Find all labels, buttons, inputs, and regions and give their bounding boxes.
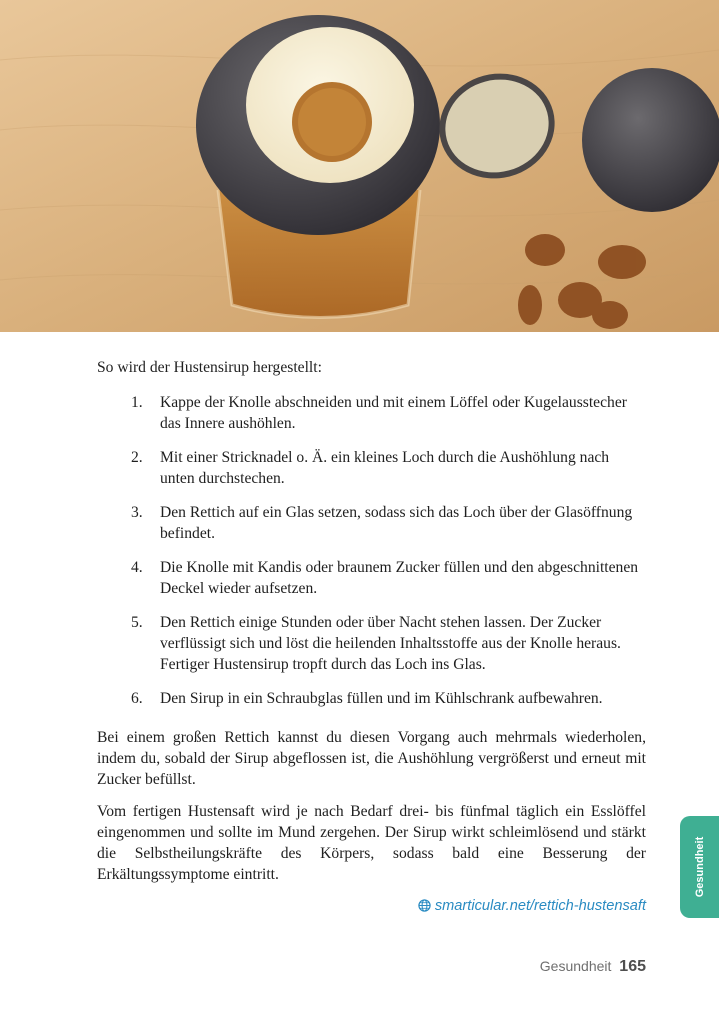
list-item	[97, 557, 646, 599]
header-photo	[0, 0, 719, 332]
paragraph-dosage: Vom fertigen Hustensaft wird je nach Bedarf drei- bis fünfmal täglich ein Esslöffel eingenommen und sollte im Mund zergehen. Der Sirup wirkt schleimlösend und stärkt die Selbstheilungskräfte des Körpers, sodass bald eine Besserung der Erkältungssymptome eintritt.	[97, 803, 646, 883]
step-text: Die Knolle mit Kandis oder braunem Zucker füllen und den abgeschnittenen Deckel wieder aufsetzen.	[160, 559, 639, 597]
globe-icon	[418, 898, 431, 919]
step-text: Den Rettich auf ein Glas setzen, sodass sich das Loch über der Glasöffnung befindet.	[160, 504, 633, 542]
page-footer	[540, 958, 646, 976]
list-item	[97, 392, 646, 434]
page-number: 165	[619, 958, 646, 975]
step-text: Kappe der Knolle abschneiden und mit einem Löffel oder Kugelausstecher das Innere aushöhlen.	[160, 394, 627, 432]
list-item	[97, 688, 646, 709]
paragraph-repeat: Bei einem großen Rettich kannst du diesen Vorgang auch mehrmals wiederholen, indem du, sobald der Sirup abgeflossen ist, die Aushöhlung vergrößerst und erneut mit Zucker befüllst.	[97, 729, 646, 788]
step-number: 1.	[131, 394, 143, 411]
steps-list	[97, 392, 646, 709]
list-item	[97, 502, 646, 544]
step-number: 5.	[131, 614, 143, 631]
section-tab	[680, 816, 719, 918]
source-link-text[interactable]: smarticular.net/rettich-hustensaft	[434, 898, 646, 914]
step-number: 2.	[131, 449, 143, 466]
section-tab-label: Gesundheit	[693, 836, 706, 898]
step-number: 3.	[131, 504, 143, 521]
step-text: Den Rettich einige Stunden oder über Nacht stehen lassen. Der Zucker verflüssigt sich und löst die heilenden Inhaltsstoffe aus der Knolle heraus. Fertiger Hustensirup tropft durch das Loch ins Glas.	[160, 614, 621, 673]
step-text: Den Sirup in ein Schraubglas füllen und im Kühlschrank aufbewahren.	[160, 690, 603, 707]
recipe-content	[97, 357, 646, 919]
step-text: Mit einer Stricknadel o. Ä. ein kleines Loch durch die Aushöhlung nach unten durchstechen.	[160, 449, 610, 487]
step-number: 4.	[131, 559, 143, 576]
intro-text: So wird der Hustensirup hergestellt:	[97, 359, 322, 376]
source-link[interactable]	[97, 896, 646, 919]
list-item	[97, 447, 646, 489]
step-number: 6.	[131, 690, 143, 707]
list-item	[97, 612, 646, 675]
footer-section: Gesundheit	[539, 958, 612, 974]
